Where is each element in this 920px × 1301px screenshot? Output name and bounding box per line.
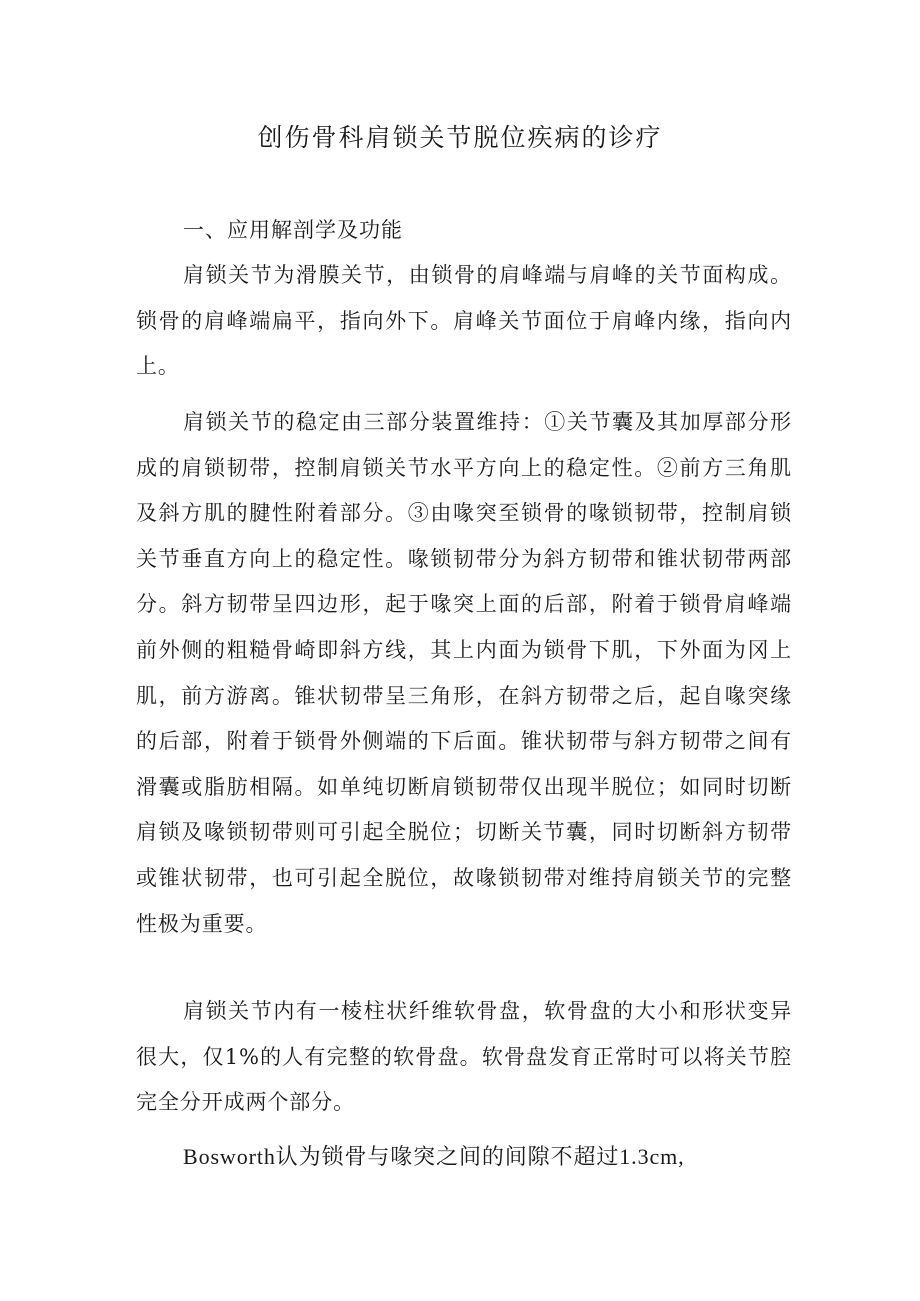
paragraph-anatomy: 肩锁关节为滑膜关节，由锁骨的肩峰端与肩峰的关节面构成。锁骨的肩峰端扁平，指向外下。肩峰关节面位于肩峰内缘，指向内上。: [136, 263, 792, 379]
document-title: 创伤骨科肩锁关节脱位疾病的诊疗: [257, 123, 663, 152]
section-heading: 一、应用解剖学及功能: [183, 218, 403, 242]
paragraph-stability: 肩锁关节的稳定由三部分装置维持：①关节囊及其加厚部分形成的肩锁韧带，控制肩锁关节水平方向上的稳定性。②前方三角肌及斜方肌的腱性附着部分。③由喙突至锁骨的喙锁韧带，控制肩锁关节垂直方向上的稳定性。喙锁韧带分为斜方韧带和锥状韧带两部分。斜方韧带呈四边形，起于喙突上面的后部，附着于锁骨肩峰端前外侧的粗糙骨崎即斜方线，其上内面为锁骨下肌，下外面为冈上肌，前方游离。锥状韧带呈三角形，在斜方韧带之后，起自喙突缘的后部，附着于锁骨外侧端的下后面。锥状韧带与斜方韧带之间有滑囊或脂肪相隔。如单纯切断肩锁韧带仅出现半脱位；如同时切断肩锁及喙锁韧带则可引起全脱位；切断关节囊，同时切断斜方韧带或锥状韧带，也可引起全脱位，故喙锁韧带对维持肩锁关节的完整性极为重要。: [136, 410, 792, 936]
paragraph-bosworth: Bosworth认为锁骨与喙突之间的间隙不超过1.3cm,: [183, 1144, 685, 1169]
paragraph-cartilage-disc: 肩锁关节内有一棱柱状纤维软骨盘，软骨盘的大小和形状变异很大，仅1%的人有完整的软骨盘。软骨盘发育正常时可以将关节腔完全分开成两个部分。: [136, 999, 792, 1115]
